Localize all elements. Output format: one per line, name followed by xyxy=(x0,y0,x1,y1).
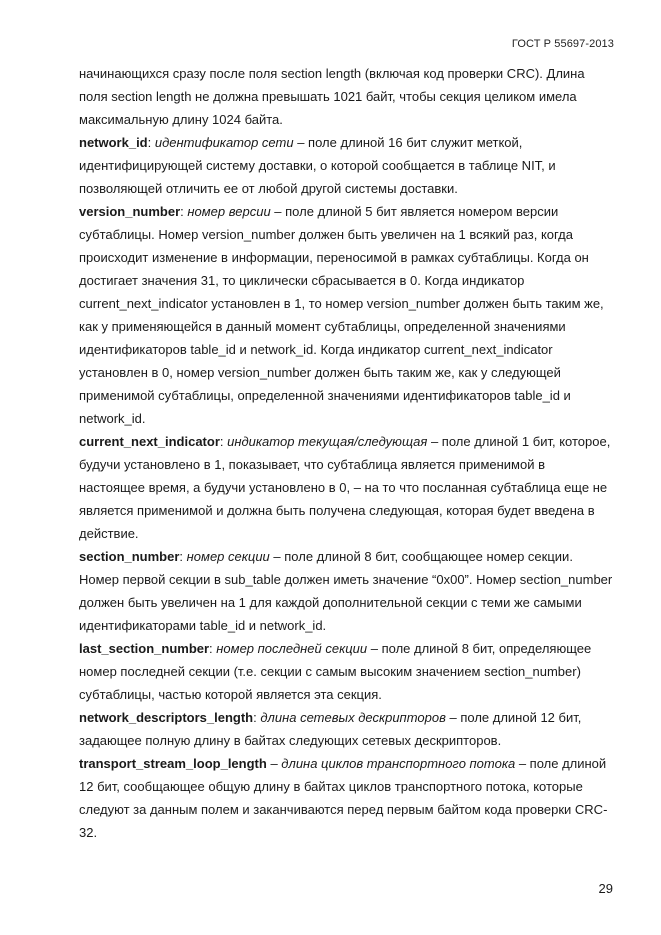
field-description: – поле длиной 8 бит, сообщающее номер секции. Номер первой секции в sub_table должен иметь значение “0x00”. Номер section_number должен быть увеличен на 1 для каждой дополнительной секции с теми же самыми идентификаторами table_id и network_id. xyxy=(79,549,613,633)
field-name: current_next_indicator xyxy=(79,434,220,449)
field-separator: : xyxy=(209,641,217,656)
field-translation: длина циклов транспортного потока xyxy=(281,756,516,771)
field-name: last_section_number xyxy=(79,641,210,656)
intro-paragraph: начинающихся сразу после поля section length (включая код проверки CRC). Длина поля section length не должна превышать 1021 байт, чтобы секция целиком имела максимальную длину 1024 байта. xyxy=(79,66,585,127)
field-translation: номер секции xyxy=(186,549,270,564)
field-transport-stream-loop-length xyxy=(79,752,613,844)
field-name: network_descriptors_length xyxy=(79,710,254,725)
field-translation: идентификатор сети xyxy=(154,135,294,150)
field-version-number xyxy=(79,200,613,430)
field-translation: индикатор текущая/следующая xyxy=(227,434,428,449)
field-network-id xyxy=(79,131,613,200)
field-section-number xyxy=(79,545,613,637)
field-separator: : xyxy=(179,549,187,564)
field-separator: : xyxy=(253,710,261,725)
field-last-section-number xyxy=(79,637,613,706)
field-description: – поле длиной 8 бит, определяющее номер последней секции (т.е. секции с самым высоким значением section_number) субтаблицы, частью которой является эта секция. xyxy=(79,641,592,702)
field-name: section_number xyxy=(79,549,180,564)
field-description: – поле длиной 5 бит является номером версии субтаблицы. Номер version_number должен быть увеличен на 1 всякий раз, когда происходит изменение в информации, переносимой в рамках субтаблицы. Когда он достигает значения 31, то циклически сбрасывается в 0. Когда индикатор current_next_indicator установлен в 1, то номер version_number должен быть таким же, как у применяющейся в данный момент субтаблицы, определенной значениями идентификаторов table_id и network_id. Когда индикатор current_next_indicator установлен в 0, номер version_number должен быть таким же, как у следующей применимой субтаблицы, определенной значениями идентификаторов table_id и network_id. xyxy=(79,204,604,426)
field-separator: : xyxy=(147,135,155,150)
field-separator: : xyxy=(219,434,228,449)
document-body xyxy=(79,62,613,844)
field-separator: – xyxy=(266,756,282,771)
field-current-next-indicator xyxy=(79,430,613,545)
page-number: 29 xyxy=(598,881,613,896)
field-name: transport_stream_loop_length xyxy=(79,756,267,771)
field-description: – поле длиной 12 бит, задающее полную длину в байтах следующих сетевых дескрипторов. xyxy=(79,710,582,748)
field-description: – поле длиной 1 бит, которое, будучи установлено в 1, показывает, что субтаблица является применимой в настоящее время, а будучи установлено в 0, – на то что посланная субтаблица еще не является применимой и должна быть получена следующая, которая будет введена в действие. xyxy=(79,434,611,541)
field-network-descriptors-length xyxy=(79,706,613,752)
field-description: – поле длиной 12 бит, сообщающее общую длину в байтах циклов транспортного потока, которые следуют за данным полем и заканчиваются перед первым байтом кода проверки CRC-32. xyxy=(79,756,608,840)
field-name: network_id xyxy=(79,135,148,150)
field-translation: номер последней секции xyxy=(216,641,368,656)
field-separator: : xyxy=(180,204,188,219)
field-translation: длина сетевых дескрипторов xyxy=(260,710,446,725)
field-description: – поле длиной 16 бит служит меткой, идентифицирующей систему доставки, о которой сообщается в таблице NIT, и позволяющей отличить ее от любой другой системы доставки. xyxy=(79,135,556,196)
document-header: ГОСТ Р 55697-2013 xyxy=(511,38,614,50)
field-name: version_number xyxy=(79,204,181,219)
field-translation: номер версии xyxy=(187,204,271,219)
